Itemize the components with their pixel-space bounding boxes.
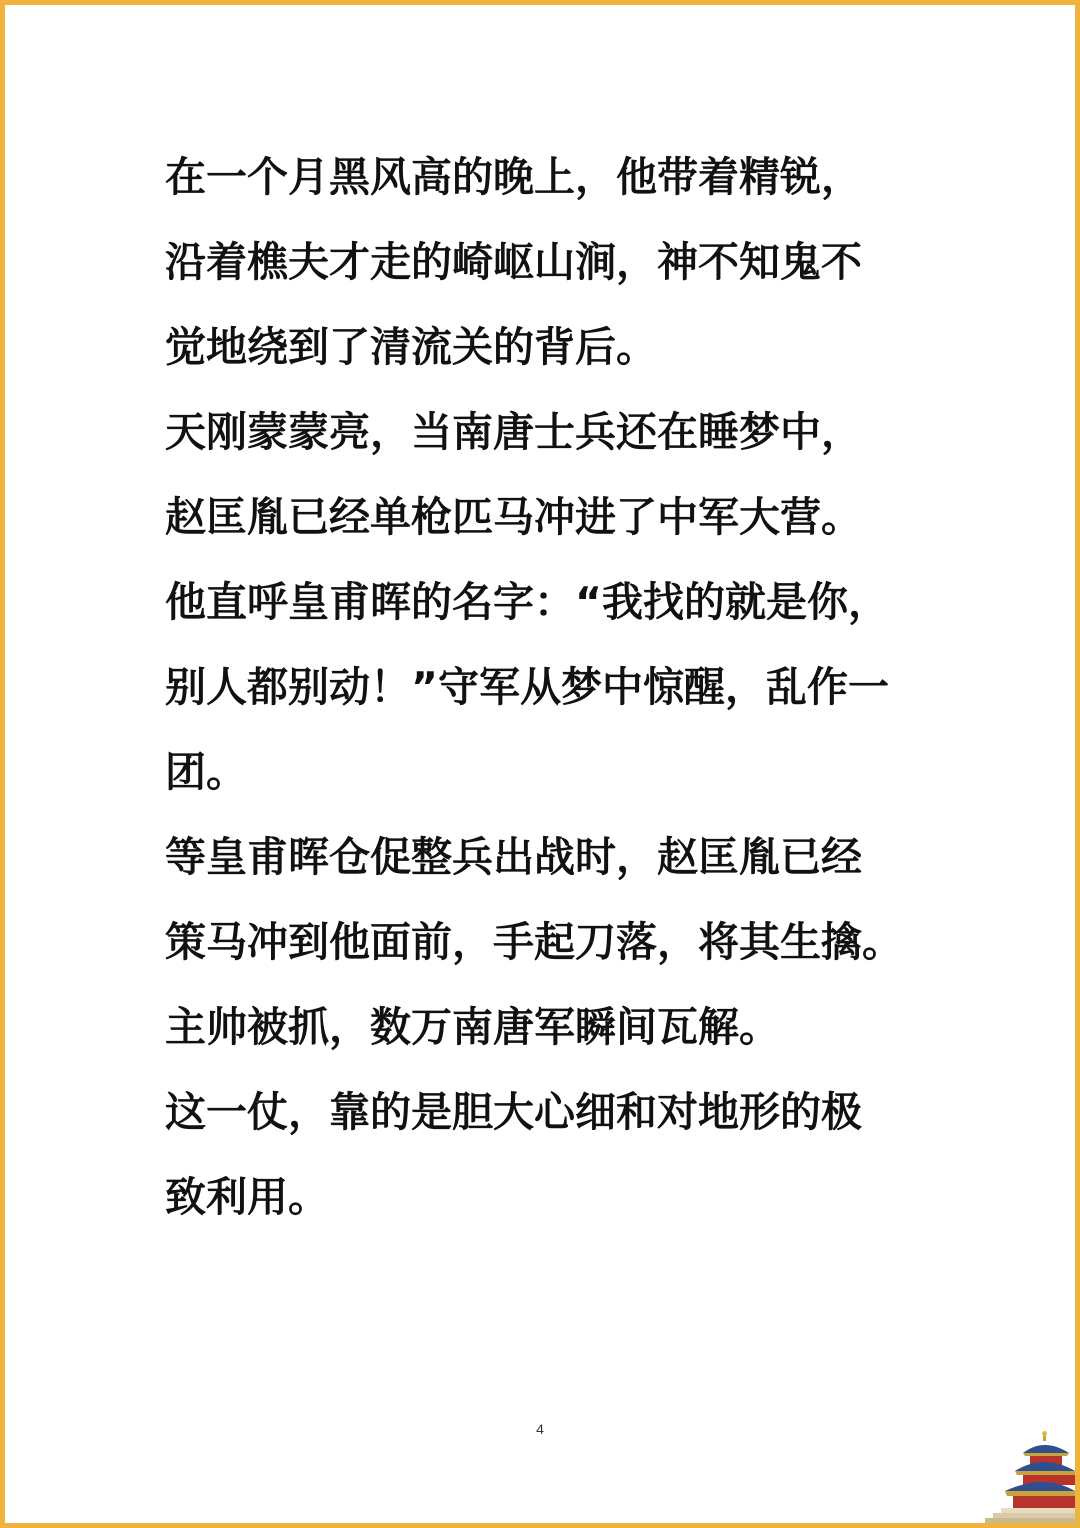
- text-line: 这一仗，靠的是胆大心细和对地形的极: [165, 1088, 862, 1136]
- page-number: 4: [536, 1421, 544, 1437]
- body-text: [165, 135, 955, 1240]
- text-line: 赵匡胤已经单枪匹马冲进了中军大营。: [165, 493, 862, 541]
- text-line: 觉地绕到了清流关的背后。: [165, 323, 657, 371]
- text-line: 致利用。: [165, 1173, 329, 1221]
- text-line: 别人都别动！”守军从梦中惊醒，乱作一: [165, 663, 889, 711]
- text-line: 他直呼皇甫晖的名字：“我找的就是你，: [165, 578, 889, 626]
- text-line: 沿着樵夫才走的崎岖山涧，神不知鬼不: [165, 238, 862, 286]
- text-line: 主帅被抓，数万南唐军瞬间瓦解。: [165, 1003, 780, 1051]
- text-line: 团。: [165, 748, 247, 796]
- text-line: 天刚蒙蒙亮，当南唐士兵还在睡梦中，: [165, 408, 862, 456]
- text-line: 等皇甫晖仓促整兵出战时，赵匡胤已经: [165, 833, 862, 881]
- text-line: 在一个月黑风高的晚上，他带着精锐，: [165, 153, 862, 201]
- temple-of-heaven-icon: [983, 1431, 1075, 1523]
- text-line: 策马冲到他面前，手起刀落，将其生擒。: [165, 918, 903, 966]
